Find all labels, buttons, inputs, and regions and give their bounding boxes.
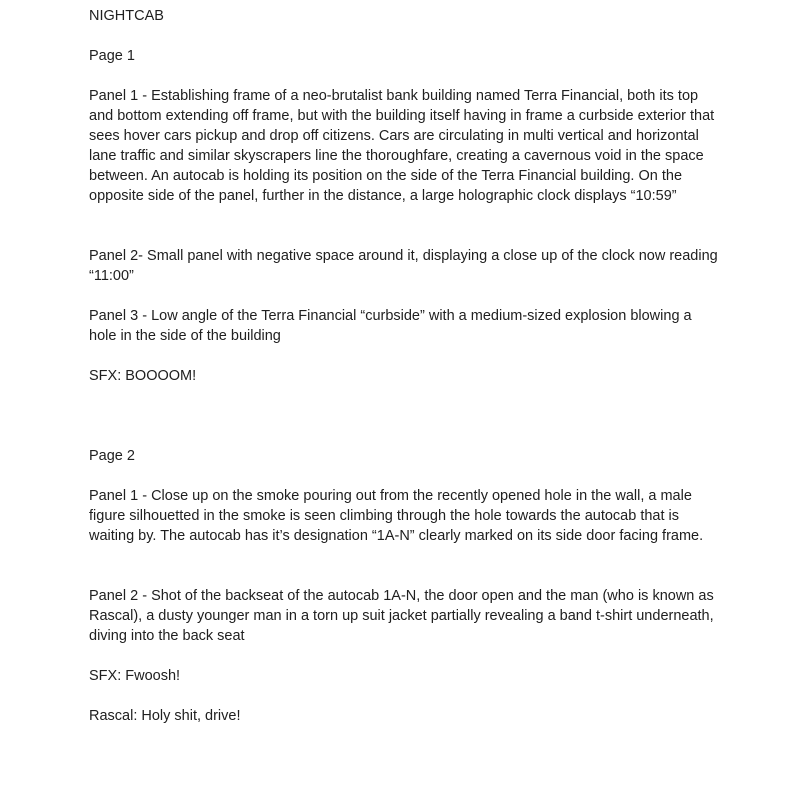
page-2-panel-2: Panel 2 - Shot of the backseat of the autocab 1A-N, the door open and the man (who is known as Rascal), a dusty younger man in a torn up suit jacket partially revealing a band t-shirt underneath, diving into the back seat — [89, 588, 714, 644]
page-2-dialogue: Rascal: Holy shit, drive! — [89, 708, 241, 724]
page-1-heading: Page 1 — [89, 48, 135, 64]
page-1-sfx: SFX: BOOOOM! — [89, 368, 197, 384]
document-body — [89, 6, 719, 726]
spacer — [89, 66, 719, 86]
page-2-heading: Page 2 — [89, 448, 135, 464]
page-1-panel-3: Panel 3 - Low angle of the Terra Financial “curbside” with a medium-sized explosion blowing a hole in the side of the building — [89, 308, 692, 344]
spacer — [89, 26, 719, 46]
spacer — [89, 546, 719, 586]
spacer — [89, 386, 719, 446]
document-title: NIGHTCAB — [89, 8, 164, 24]
spacer — [89, 646, 719, 666]
page-2-panel-1: Panel 1 - Close up on the smoke pouring out from the recently opened hole in the wall, a male figure silhouetted in the smoke is seen climbing through the hole towards the autocab that is waiting by. The autocab has it’s designation “1A-N” clearly marked on its side door facing frame. — [89, 488, 704, 544]
page-1-panel-2: Panel 2- Small panel with negative space around it, displaying a close up of the clock now reading “11:00” — [89, 248, 718, 284]
spacer — [89, 206, 719, 246]
spacer — [89, 466, 719, 486]
spacer — [89, 346, 719, 366]
page-2-sfx: SFX: Fwoosh! — [89, 668, 181, 684]
page-1-panel-1: Panel 1 - Establishing frame of a neo-brutalist bank building named Terra Financial, both its top and bottom extending off frame, but with the building itself having in frame a curbside exterior that sees hover cars pickup and drop off citizens. Cars are circulating in multi vertical and horizontal lane traffic and similar skyscrapers line the thoroughfare, creating a cavernous void in the space between. An autocab is holding its position on the side of the Terra Financial building. On the opposite side of the panel, further in the distance, a large holographic clock displays “10:59” — [89, 88, 715, 204]
spacer — [89, 286, 719, 306]
spacer — [89, 686, 719, 706]
